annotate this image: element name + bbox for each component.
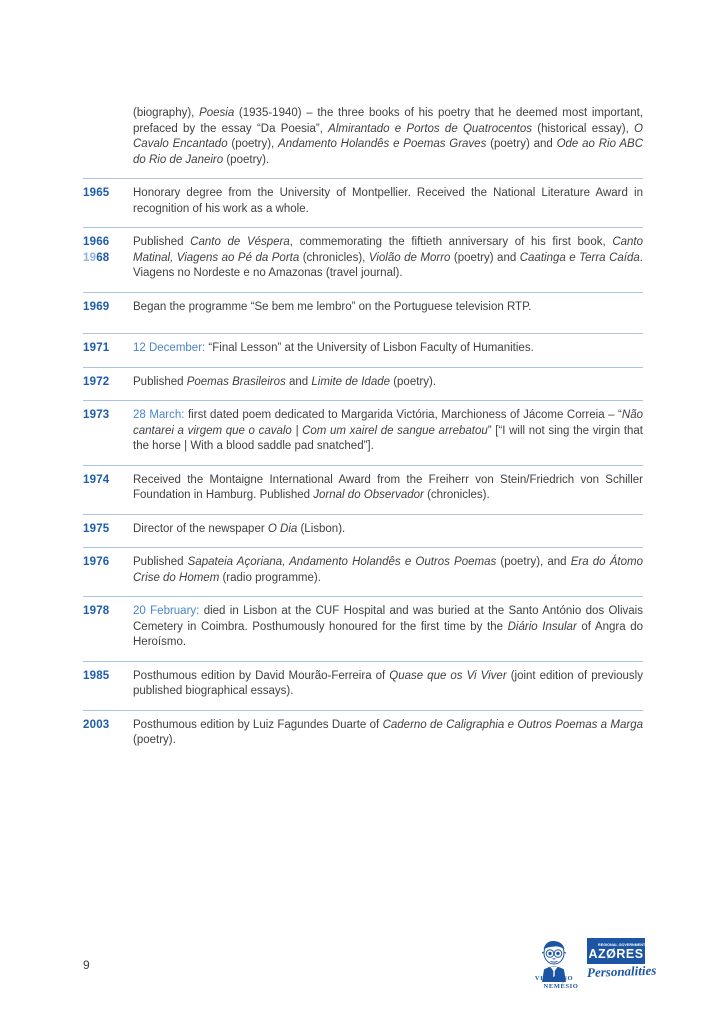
timeline-row [83, 292, 643, 334]
timeline-row [83, 465, 643, 514]
entry-text: 20 February: died in Lisbon at the CUF Hospital and was buried at the Santo António dos Olivais Cemetery in Coimbra. Posthumously honoured for the first time by the Diário Insular of Angra do Heroísmo. [133, 605, 644, 648]
timeline-row [83, 178, 643, 227]
timeline-row [83, 596, 643, 661]
entry-text: Published Poemas Brasileiros and Limite de Idade (poetry). [133, 375, 437, 388]
year-label: 1972 [83, 375, 110, 388]
timeline-row [83, 367, 643, 401]
azores-logo-tagline: REGIONAL GOVERNMENT OF THE [598, 942, 660, 947]
year-label: 2003 [83, 718, 110, 731]
entry-text: Published Sapateia Açoriana, Andamento Holandês e Outros Poemas (poetry), and Era do Átomo Crise do Homem (radio programme). [133, 556, 643, 584]
footer-logos [523, 938, 660, 990]
timeline-row [83, 227, 643, 292]
year-label: 1974 [83, 473, 110, 486]
year-label [83, 106, 133, 168]
timeline-row [83, 514, 643, 548]
entry-text: 28 March: first dated poem dedicated to Margarida Victória, Marchioness of Jácome Correia – “Não cantarei a virgem que o cavalo | Com um xairel de sangue arrebatou” [“I will not sing the virgin that the horse | With a blood saddle pad snatched”]. [133, 409, 644, 452]
entry-text: Began the programme “Se bem me lembro” on the Portuguese television RTP. [133, 300, 532, 313]
timeline-row [83, 710, 643, 759]
year-label: 1973 [83, 409, 110, 421]
vitorino-nemesio-logo [523, 938, 585, 990]
year-label: 1985 [83, 669, 110, 682]
year-label: 1978 [83, 605, 110, 617]
year-label: 1971 [83, 342, 110, 354]
timeline-row [83, 661, 643, 710]
entry-text: Posthumous edition by Luiz Fagundes Duarte of Caderno de Caligraphia e Outros Poemas a Marga (poetry). [133, 718, 643, 746]
chronology-timeline [83, 99, 643, 759]
entry-text: (biography), Poesia (1935-1940) – the three books of his poetry that he deemed most important, prefaced by the essay “Da Poesia”, Almirantado e Portos de Quatrocentos (historical essay), O Cavalo Encantado (poetry), Andamento Holandês e Poemas Graves (poetry) and Ode ao Rio ABC do Rio de Janeiro (poetry). [133, 107, 644, 166]
entry-text: Posthumous edition by David Mourão-Ferreira of Quase que os Vi Viver (joint edition of previously published biographical essays). [133, 669, 643, 697]
timeline-row [83, 99, 643, 178]
entry-text: Received the Montaigne International Award from the Freiherr von Stein/Friedrich von Schiller Foundation in Hamburg. Published Jornal do Observador (chronicles). [133, 473, 643, 501]
azores-logo-wordmark: AZØRES [588, 946, 644, 961]
timeline-row [83, 400, 643, 465]
year-label: 1966 1968 [83, 236, 110, 264]
timeline-row [83, 547, 643, 596]
azores-logo-box [587, 938, 660, 964]
page-number: 9 [83, 958, 90, 972]
year-label: 1965 [83, 187, 110, 199]
azores-logo [586, 938, 660, 981]
year-label: 1976 [83, 556, 110, 568]
entry-text: Honorary degree from the University of Montpellier. Received the National Literature Award in recognition of his work as a whole. [133, 187, 643, 215]
entry-text: 12 December: “Final Lesson” at the University of Lisbon Faculty of Humanities. [133, 342, 534, 354]
vitorino-nemesio-logo-text: VITORINO NEMÉSIO [534, 975, 579, 990]
year-label: 1969 [83, 300, 110, 313]
entry-text: Published Canto de Véspera, commemorating the fiftieth anniversary of his first book, Canto Matinal, Viagens ao Pé da Porta (chronicles), Violão de Morro (poetry) and Caatinga e Terra Caída. Viagens no Nordeste e no Amazonas (travel journal). [133, 236, 643, 279]
timeline-row [83, 333, 643, 367]
entry-text: Director of the newspaper O Dia (Lisbon). [133, 522, 346, 535]
year-label: 1975 [83, 522, 110, 535]
personalities-series-label: Personalities [586, 962, 657, 980]
